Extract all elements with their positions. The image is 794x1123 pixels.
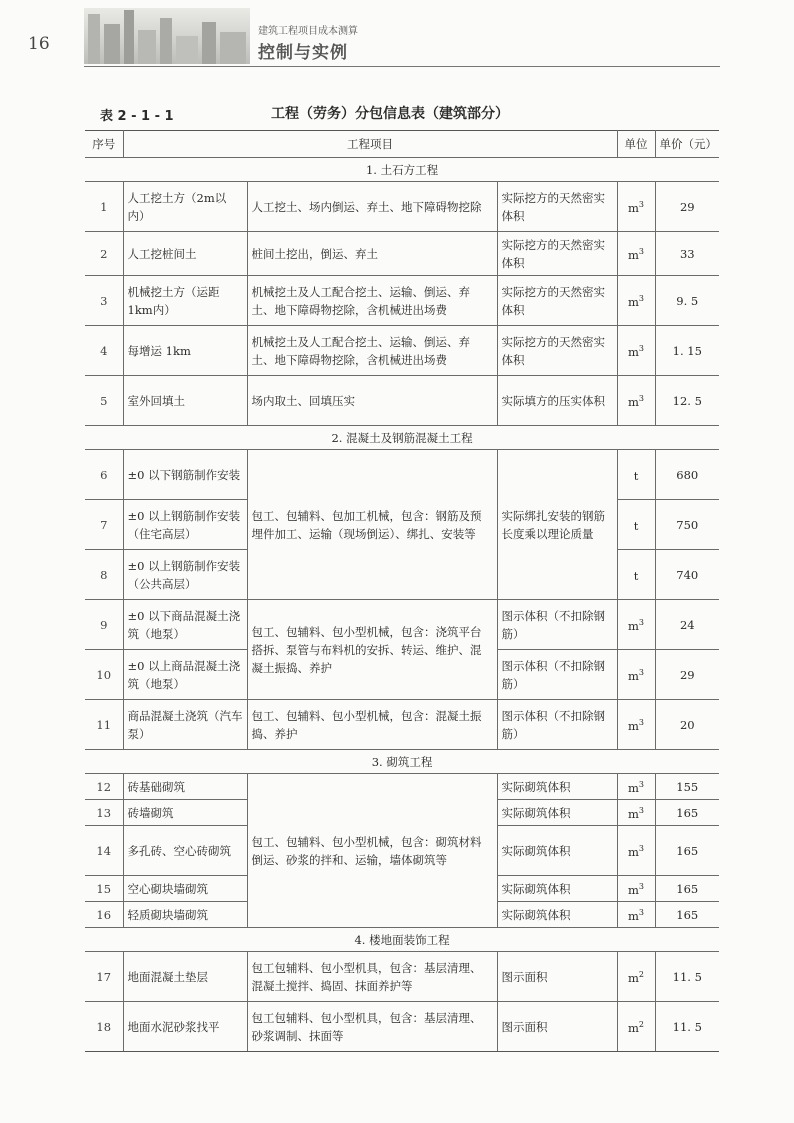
row-no: 10 <box>85 650 123 700</box>
row-item: 每增运 1km <box>123 326 247 376</box>
row-price: 165 <box>655 902 719 928</box>
row-no: 18 <box>85 1002 123 1052</box>
row-basis: 实际砌筑体积 <box>497 902 617 928</box>
row-unit: t <box>617 500 655 550</box>
row-item: 室外回填土 <box>123 376 247 426</box>
row-price: 155 <box>655 774 719 800</box>
table-label: 表 2 - 1 - 1 <box>100 109 174 124</box>
row-unit: $m^3$ <box>617 376 655 426</box>
row-item: 轻质砌块墙砌筑 <box>123 902 247 928</box>
header-no: 序号 <box>85 131 123 158</box>
row-basis: 图示体积（不扣除钢筋） <box>497 600 617 650</box>
row-no: 1 <box>85 182 123 232</box>
row-unit: $m^3$ <box>617 182 655 232</box>
row-unit: $m^3$ <box>617 826 655 876</box>
row-content: 机械挖土及人工配合挖土、运输、倒运、弃土、地下障碍物挖除，含机械进出场费 <box>247 276 497 326</box>
row-unit: $m^3$ <box>617 326 655 376</box>
row-no: 11 <box>85 700 123 750</box>
row-item: 人工挖土方（2m以内） <box>123 182 247 232</box>
building-skyline-icon <box>84 8 250 64</box>
row-basis: 图示面积 <box>497 952 617 1002</box>
row-content: 包工、包辅料、包小型机械，包含：砌筑材料倒运、砂浆的拌和、运输，墙体砌筑等 <box>247 774 497 928</box>
row-basis: 实际砌筑体积 <box>497 774 617 800</box>
row-item: ±0 以上商品混凝土浇筑（地泵） <box>123 650 247 700</box>
row-content: 包工包辅料、包小型机具，包含：基层清理、砂浆调制、抹面等 <box>247 1002 497 1052</box>
row-content: 人工挖土、场内倒运、弃土、地下障碍物挖除 <box>247 182 497 232</box>
table-row <box>85 952 719 1002</box>
header-unit: 单位 <box>617 131 655 158</box>
row-price: 740 <box>655 550 719 600</box>
section-row <box>85 426 719 450</box>
row-item: ±0 以上钢筋制作安装（公共高层） <box>123 550 247 600</box>
table-row <box>85 600 719 650</box>
row-price: 9. 5 <box>655 276 719 326</box>
row-item: 商品混凝土浇筑（汽车泵） <box>123 700 247 750</box>
row-basis: 实际砌筑体积 <box>497 800 617 826</box>
header-project: 工程项目 <box>123 131 617 158</box>
row-basis: 图示体积（不扣除钢筋） <box>497 700 617 750</box>
row-item: 砖基础砌筑 <box>123 774 247 800</box>
row-content: 包工、包辅料、包小型机械，包含：混凝土振捣、养护 <box>247 700 497 750</box>
row-no: 12 <box>85 774 123 800</box>
table-row <box>85 276 719 326</box>
row-item: 地面水泥砂浆找平 <box>123 1002 247 1052</box>
row-basis: 实际砌筑体积 <box>497 876 617 902</box>
row-price: 29 <box>655 650 719 700</box>
section-row <box>85 750 719 774</box>
section-title: 2. 混凝土及钢筋混凝土工程 <box>85 426 719 450</box>
row-item: 空心砌块墙砌筑 <box>123 876 247 902</box>
row-price: 680 <box>655 450 719 500</box>
table-row <box>85 326 719 376</box>
row-item: 地面混凝土垫层 <box>123 952 247 1002</box>
row-unit: $m^2$ <box>617 1002 655 1052</box>
table-row <box>85 182 719 232</box>
row-content: 场内取土、回填压实 <box>247 376 497 426</box>
row-unit: $m^3$ <box>617 232 655 276</box>
table-row <box>85 376 719 426</box>
row-content: 机械挖土及人工配合挖土、运输、倒运、弃土、地下障碍物挖除，含机械进出场费 <box>247 326 497 376</box>
row-no: 8 <box>85 550 123 600</box>
row-price: 12. 5 <box>655 376 719 426</box>
row-unit: t <box>617 450 655 500</box>
row-price: 165 <box>655 800 719 826</box>
row-unit: $m^3$ <box>617 700 655 750</box>
row-basis: 实际绑扎安装的钢筋长度乘以理论质量 <box>497 450 617 600</box>
row-unit: $m^3$ <box>617 876 655 902</box>
section-row <box>85 158 719 182</box>
table-row <box>85 232 719 276</box>
row-price: 24 <box>655 600 719 650</box>
book-subtitle: 建筑工程项目成本测算 <box>258 26 358 37</box>
row-item: 多孔砖、空心砖砌筑 <box>123 826 247 876</box>
row-basis: 实际挖方的天然密实体积 <box>497 182 617 232</box>
table-row <box>85 700 719 750</box>
row-no: 15 <box>85 876 123 902</box>
row-price: 165 <box>655 876 719 902</box>
section-title: 1. 土石方工程 <box>85 158 719 182</box>
row-no: 13 <box>85 800 123 826</box>
row-basis: 实际挖方的天然密实体积 <box>497 326 617 376</box>
row-no: 7 <box>85 500 123 550</box>
subcontract-table <box>85 130 719 1052</box>
header-price: 单价（元） <box>655 131 719 158</box>
row-item: ±0 以上钢筋制作安装（住宅高层） <box>123 500 247 550</box>
row-item: 人工挖桩间土 <box>123 232 247 276</box>
row-content: 包工包辅料、包小型机具，包含：基层清理、混凝土搅拌、捣固、抹面养护等 <box>247 952 497 1002</box>
section-title: 3. 砌筑工程 <box>85 750 719 774</box>
row-item: 砖墙砌筑 <box>123 800 247 826</box>
row-price: 11. 5 <box>655 1002 719 1052</box>
row-content: 桩间土挖出，倒运、弃土 <box>247 232 497 276</box>
row-unit: $m^3$ <box>617 650 655 700</box>
row-no: 3 <box>85 276 123 326</box>
table-row <box>85 774 719 800</box>
row-price: 1. 15 <box>655 326 719 376</box>
row-price: 165 <box>655 826 719 876</box>
table-title: 工程（劳务）分包信息表（建筑部分） <box>271 106 509 122</box>
row-basis: 图示面积 <box>497 1002 617 1052</box>
row-no: 14 <box>85 826 123 876</box>
book-title: 控制与实例 <box>258 43 348 63</box>
row-basis: 图示体积（不扣除钢筋） <box>497 650 617 700</box>
row-unit: $m^3$ <box>617 800 655 826</box>
row-price: 29 <box>655 182 719 232</box>
section-row <box>85 928 719 952</box>
row-content: 包工、包辅料、包加工机械，包含：钢筋及预埋件加工、运输（现场倒运）、绑扎、安装等 <box>247 450 497 600</box>
row-item: ±0 以下钢筋制作安装 <box>123 450 247 500</box>
row-no: 9 <box>85 600 123 650</box>
row-no: 16 <box>85 902 123 928</box>
row-no: 6 <box>85 450 123 500</box>
table-row <box>85 1002 719 1052</box>
row-unit: $m^3$ <box>617 902 655 928</box>
row-unit: t <box>617 550 655 600</box>
table-header-row <box>85 131 719 158</box>
row-unit: $m^2$ <box>617 952 655 1002</box>
row-price: 11. 5 <box>655 952 719 1002</box>
header-divider <box>84 66 720 67</box>
row-unit: $m^3$ <box>617 600 655 650</box>
page-number: 16 <box>28 34 50 54</box>
row-basis: 实际砌筑体积 <box>497 826 617 876</box>
section-title: 4. 楼地面装饰工程 <box>85 928 719 952</box>
row-item: 机械挖土方（运距1km内） <box>123 276 247 326</box>
row-unit: $m^3$ <box>617 276 655 326</box>
header-building-image <box>84 8 250 64</box>
row-no: 4 <box>85 326 123 376</box>
row-item: ±0 以下商品混凝土浇筑（地泵） <box>123 600 247 650</box>
row-basis: 实际挖方的天然密实体积 <box>497 276 617 326</box>
row-price: 20 <box>655 700 719 750</box>
row-basis: 实际填方的压实体积 <box>497 376 617 426</box>
row-basis: 实际挖方的天然密实体积 <box>497 232 617 276</box>
row-price: 33 <box>655 232 719 276</box>
row-no: 5 <box>85 376 123 426</box>
row-price: 750 <box>655 500 719 550</box>
row-content: 包工、包辅料、包小型机械，包含：浇筑平台搭拆、泵管与布料机的安拆、转运、维护、混凝土振捣、养护 <box>247 600 497 700</box>
row-no: 17 <box>85 952 123 1002</box>
table-row <box>85 450 719 500</box>
row-no: 2 <box>85 232 123 276</box>
row-unit: $m^3$ <box>617 774 655 800</box>
